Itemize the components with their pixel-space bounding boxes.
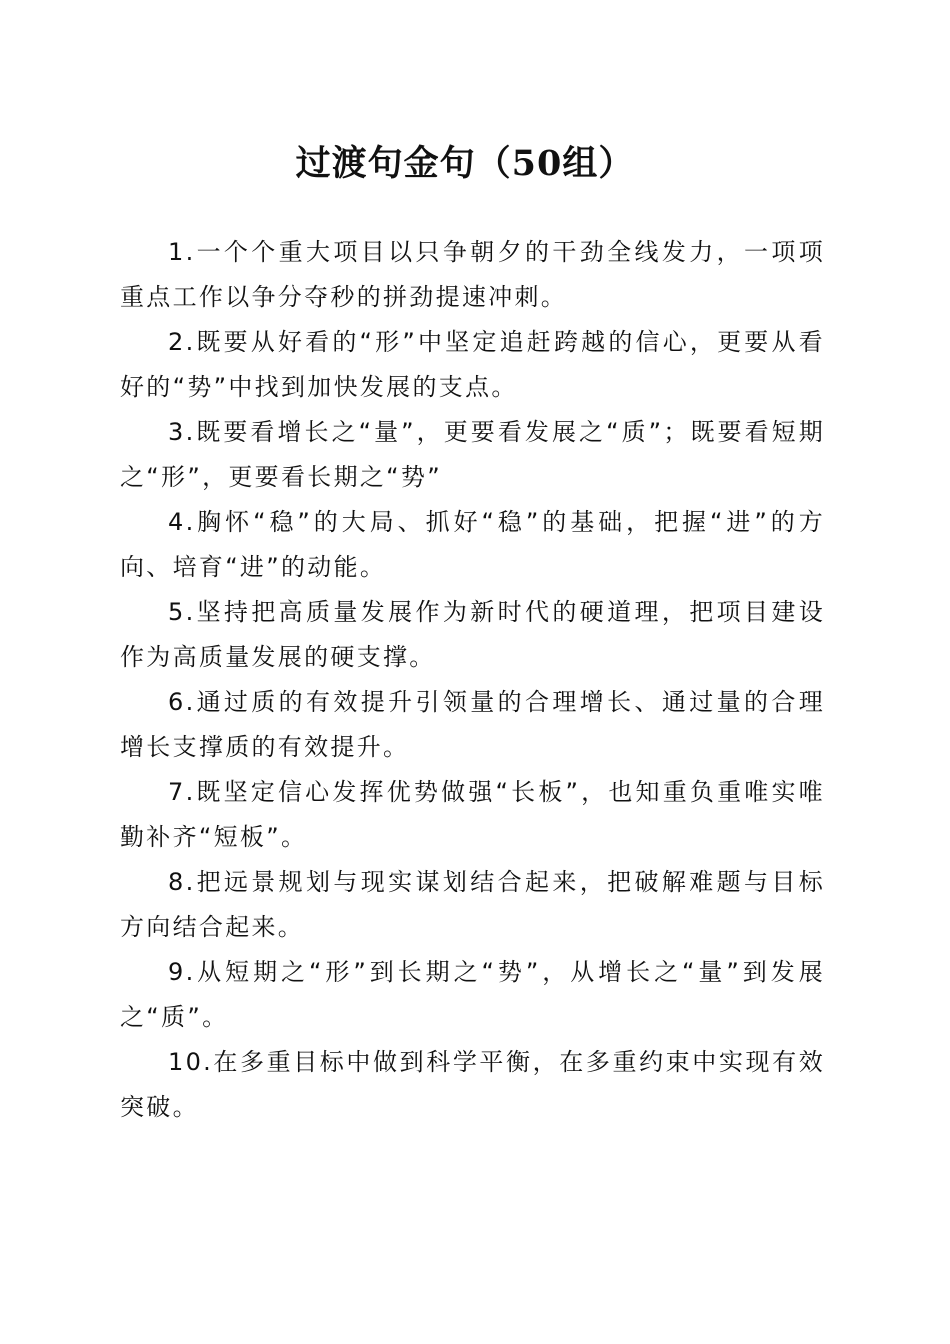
paragraph-6: 6.通过质的有效提升引领量的合理增长、通过量的合理增长支撑质的有效提升。 <box>120 688 825 761</box>
paragraph-5: 5.坚持把高质量发展作为新时代的硬道理，把项目建设作为高质量发展的硬支撑。 <box>120 598 825 671</box>
paragraph-7: 7.既坚定信心发挥优势做强“长板”，也知重负重唯实唯勤补齐“短板”。 <box>120 778 825 851</box>
paragraph-9: 9.从短期之“形”到长期之“势”，从增长之“量”到发展之“质”。 <box>120 958 825 1031</box>
paragraph-4: 4.胸怀“稳”的大局、抓好“稳”的基础，把握“进”的方向、培育“进”的动能。 <box>120 508 825 581</box>
paragraph-2: 2.既要从好看的“形”中坚定追赶跨越的信心，更要从看好的“势”中找到加快发展的支点。 <box>120 328 825 401</box>
document-body <box>120 230 825 1130</box>
paragraph-1: 1.一个个重大项目以只争朝夕的干劲全线发力，一项项重点工作以争分夺秒的拼劲提速冲刺。 <box>120 238 825 311</box>
paragraph-3: 3.既要看增长之“量”，更要看发展之“质”；既要看短期之“形”，更要看长期之“势” <box>120 418 825 491</box>
paragraph-8: 8.把远景规划与现实谋划结合起来，把破解难题与目标方向结合起来。 <box>120 868 825 941</box>
paragraph-10: 10.在多重目标中做到科学平衡，在多重约束中实现有效突破。 <box>120 1048 825 1121</box>
document-title: 过渡句金句（50组） <box>295 143 635 184</box>
